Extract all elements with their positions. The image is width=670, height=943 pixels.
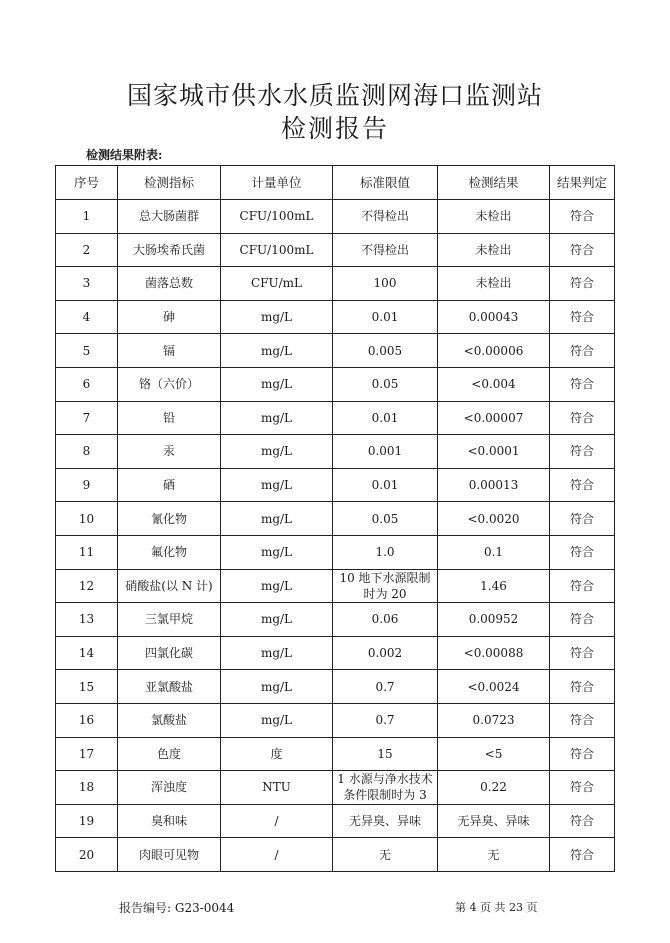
cell-limit: 0.01	[333, 468, 438, 502]
table-row	[56, 401, 615, 435]
cell-limit: 无异臭、异味	[333, 804, 438, 838]
cell-judgement: 符合	[550, 636, 615, 670]
cell-index: 1	[56, 200, 118, 234]
cell-unit: mg/L	[221, 300, 333, 334]
cell-judgement: 符合	[550, 367, 615, 401]
table-row	[56, 569, 615, 603]
cell-judgement: 符合	[550, 334, 615, 368]
cell-result: <0.0020	[438, 502, 550, 536]
cell-index: 8	[56, 435, 118, 469]
cell-limit: 1 水源与净水技术条件限制时为 3	[333, 771, 438, 805]
table-row	[56, 200, 615, 234]
col-header-index: 序号	[56, 166, 118, 200]
cell-result: 无	[438, 838, 550, 872]
cell-result: 0.22	[438, 771, 550, 805]
cell-indicator: 氟化物	[118, 535, 221, 569]
cell-indicator: 四氯化碳	[118, 636, 221, 670]
cell-indicator: 臭和味	[118, 804, 221, 838]
cell-limit: 0.002	[333, 636, 438, 670]
cell-index: 7	[56, 401, 118, 435]
cell-index: 3	[56, 267, 118, 301]
cell-index: 19	[56, 804, 118, 838]
cell-index: 12	[56, 569, 118, 603]
cell-indicator: 铬（六价）	[118, 367, 221, 401]
cell-unit: mg/L	[221, 636, 333, 670]
cell-result: 0.00013	[438, 468, 550, 502]
cell-unit: mg/L	[221, 703, 333, 737]
cell-limit: 0.005	[333, 334, 438, 368]
cell-limit: 无	[333, 838, 438, 872]
cell-judgement: 符合	[550, 535, 615, 569]
cell-result: 未检出	[438, 200, 550, 234]
cell-judgement: 符合	[550, 300, 615, 334]
report-subtitle: 检测报告	[280, 114, 389, 143]
cell-judgement: 符合	[550, 267, 615, 301]
col-header-judgement: 结果判定	[550, 166, 615, 200]
table-row	[56, 267, 615, 301]
cell-result: 未检出	[438, 233, 550, 267]
cell-judgement: 符合	[550, 737, 615, 771]
cell-limit: 0.05	[333, 367, 438, 401]
cell-result: <0.00088	[438, 636, 550, 670]
cell-unit: mg/L	[221, 569, 333, 603]
cell-limit: 0.01	[333, 300, 438, 334]
cell-indicator: 汞	[118, 435, 221, 469]
cell-indicator: 砷	[118, 300, 221, 334]
cell-limit: 0.01	[333, 401, 438, 435]
cell-unit: /	[221, 804, 333, 838]
cell-result: <0.004	[438, 367, 550, 401]
table-row	[56, 703, 615, 737]
cell-unit: NTU	[221, 771, 333, 805]
cell-limit: 0.05	[333, 502, 438, 536]
cell-indicator: 肉眼可见物	[118, 838, 221, 872]
cell-limit: 0.7	[333, 703, 438, 737]
cell-index: 17	[56, 737, 118, 771]
table-row	[56, 804, 615, 838]
cell-unit: mg/L	[221, 535, 333, 569]
table-row	[56, 838, 615, 872]
cell-indicator: 硝酸盐(以 N 计)	[118, 569, 221, 603]
cell-judgement: 符合	[550, 401, 615, 435]
cell-result: <0.00006	[438, 334, 550, 368]
cell-unit: mg/L	[221, 435, 333, 469]
cell-limit: 10 地下水源限制时为 20	[333, 569, 438, 603]
cell-indicator: 氰化物	[118, 502, 221, 536]
cell-result: <0.00007	[438, 401, 550, 435]
cell-limit: 不得检出	[333, 200, 438, 234]
table-row	[56, 737, 615, 771]
cell-index: 10	[56, 502, 118, 536]
cell-judgement: 符合	[550, 200, 615, 234]
report-number: 报告编号: G23-0044	[119, 901, 235, 915]
cell-result: 0.00043	[438, 300, 550, 334]
table-row	[56, 468, 615, 502]
cell-limit: 100	[333, 267, 438, 301]
cell-judgement: 符合	[550, 502, 615, 536]
cell-index: 5	[56, 334, 118, 368]
cell-indicator: 亚氯酸盐	[118, 670, 221, 704]
cell-unit: mg/L	[221, 603, 333, 637]
cell-index: 18	[56, 771, 118, 805]
cell-indicator: 总大肠菌群	[118, 200, 221, 234]
table-row	[56, 334, 615, 368]
cell-indicator: 菌落总数	[118, 267, 221, 301]
table-row	[56, 435, 615, 469]
cell-index: 9	[56, 468, 118, 502]
cell-unit: CFU/mL	[221, 267, 333, 301]
page-indicator: 第 4 页 共 23 页	[455, 901, 538, 914]
cell-index: 15	[56, 670, 118, 704]
cell-index: 2	[56, 233, 118, 267]
cell-indicator: 铅	[118, 401, 221, 435]
cell-limit: 不得检出	[333, 233, 438, 267]
cell-result: <5	[438, 737, 550, 771]
cell-indicator: 镉	[118, 334, 221, 368]
cell-result: 未检出	[438, 267, 550, 301]
col-header-indicator: 检测指标	[118, 166, 221, 200]
table-caption: 检测结果附表:	[86, 148, 163, 162]
cell-judgement: 符合	[550, 838, 615, 872]
cell-index: 4	[56, 300, 118, 334]
cell-indicator: 硒	[118, 468, 221, 502]
cell-judgement: 符合	[550, 569, 615, 603]
cell-index: 20	[56, 838, 118, 872]
report-title: 国家城市供水水质监测网海口监测站	[126, 81, 543, 110]
cell-index: 6	[56, 367, 118, 401]
cell-unit: mg/L	[221, 670, 333, 704]
table-row	[56, 771, 615, 805]
cell-result: <0.0001	[438, 435, 550, 469]
cell-result: 0.00952	[438, 603, 550, 637]
cell-limit: 0.06	[333, 603, 438, 637]
table-row	[56, 502, 615, 536]
cell-judgement: 符合	[550, 804, 615, 838]
cell-indicator: 三氯甲烷	[118, 603, 221, 637]
cell-judgement: 符合	[550, 603, 615, 637]
cell-index: 13	[56, 603, 118, 637]
cell-unit: CFU/100mL	[221, 200, 333, 234]
cell-judgement: 符合	[550, 771, 615, 805]
cell-index: 14	[56, 636, 118, 670]
cell-unit: /	[221, 838, 333, 872]
cell-unit: 度	[221, 737, 333, 771]
cell-judgement: 符合	[550, 468, 615, 502]
table-row	[56, 367, 615, 401]
cell-judgement: 符合	[550, 233, 615, 267]
cell-index: 11	[56, 535, 118, 569]
table-row	[56, 636, 615, 670]
cell-limit: 0.001	[333, 435, 438, 469]
cell-indicator: 大肠埃希氏菌	[118, 233, 221, 267]
cell-result: 0.1	[438, 535, 550, 569]
cell-indicator: 氯酸盐	[118, 703, 221, 737]
table-header-row	[56, 166, 615, 200]
cell-result: 1.46	[438, 569, 550, 603]
table-row	[56, 233, 615, 267]
cell-unit: CFU/100mL	[221, 233, 333, 267]
cell-judgement: 符合	[550, 703, 615, 737]
col-header-unit: 计量单位	[221, 166, 333, 200]
cell-unit: mg/L	[221, 334, 333, 368]
cell-result: 无异臭、异味	[438, 804, 550, 838]
cell-limit: 0.7	[333, 670, 438, 704]
table-row	[56, 535, 615, 569]
cell-unit: mg/L	[221, 502, 333, 536]
table-row	[56, 670, 615, 704]
table-row	[56, 603, 615, 637]
cell-judgement: 符合	[550, 670, 615, 704]
table-row	[56, 300, 615, 334]
cell-limit: 1.0	[333, 535, 438, 569]
cell-result: <0.0024	[438, 670, 550, 704]
cell-result: 0.0723	[438, 703, 550, 737]
cell-indicator: 色度	[118, 737, 221, 771]
cell-unit: mg/L	[221, 468, 333, 502]
cell-index: 16	[56, 703, 118, 737]
col-header-limit: 标准限值	[333, 166, 438, 200]
cell-judgement: 符合	[550, 435, 615, 469]
cell-unit: mg/L	[221, 367, 333, 401]
cell-indicator: 浑浊度	[118, 771, 221, 805]
col-header-result: 检测结果	[438, 166, 550, 200]
cell-unit: mg/L	[221, 401, 333, 435]
results-table	[55, 165, 615, 872]
cell-limit: 15	[333, 737, 438, 771]
